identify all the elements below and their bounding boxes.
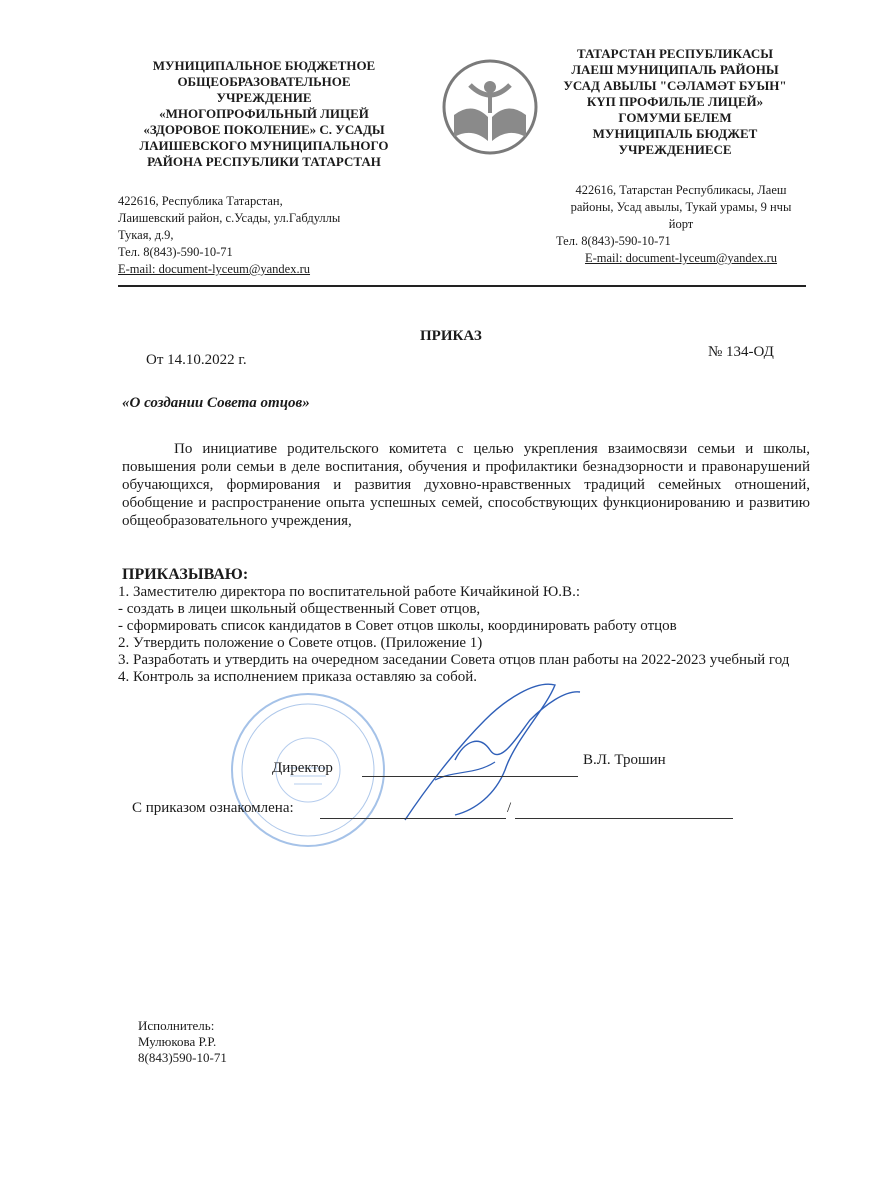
left-address-line: 422616, Республика Татарстан, — [118, 194, 283, 208]
executor-phone: 8(843)590-10-71 — [138, 1050, 227, 1065]
right-address-line: 422616, Татарстан Республикасы, Лаеш — [575, 183, 787, 197]
left-address-block — [118, 193, 418, 278]
right-phone: Тел. 8(843)-590-10-71 — [556, 234, 671, 248]
order-point: 4. Контроль за исполнением приказа оставляю за собой. — [118, 669, 478, 685]
order-point: - создать в лицеи школьный общественный Совет отцов, — [118, 601, 481, 617]
lyceum-logo — [440, 57, 540, 157]
order-date: От 14.10.2022 г. — [146, 352, 247, 368]
left-org-line: МУНИЦИПАЛЬНОЕ БЮДЖЕТНОЕ — [152, 58, 376, 73]
director-name: В.Л. Трошин — [583, 752, 666, 768]
order-points-list — [118, 584, 818, 686]
left-email-link[interactable]: E-mail: document-lyceum@yandex.ru — [118, 262, 311, 276]
executor-block — [138, 1018, 227, 1066]
right-org-line: УСАД АВЫЛЫ "СӘЛАМӘТ БУЫН" — [563, 78, 787, 93]
acknowledgement-line-signature — [320, 818, 506, 819]
header-divider — [118, 285, 806, 287]
left-org-line: ЛАИШЕВСКОГО МУНИЦИПАЛЬНОГО — [139, 138, 389, 153]
left-address-line: Тукая, д.9, — [118, 228, 174, 242]
right-address-line: районы, Усад авылы, Тукай урамы, 9 нчы — [570, 200, 792, 214]
left-org-line: «ЗДОРОВОЕ ПОКОЛЕНИЕ» С. УСАДЫ — [143, 122, 385, 137]
right-address-line: йорт — [668, 217, 694, 231]
right-org-line: УЧРЕЖДЕНИЕСЕ — [618, 142, 732, 157]
right-org-header — [540, 46, 810, 158]
executor-label: Исполнитель: — [138, 1018, 215, 1033]
order-number: № 134-ОД — [708, 344, 774, 360]
right-address-block — [556, 182, 806, 267]
order-subject: «О создании Совета отцов» — [122, 395, 310, 411]
director-signature — [395, 680, 595, 830]
acknowledgement-label: С приказом ознакомлена: — [132, 800, 294, 816]
right-org-line: ТАТАРСТАН РЕСПУБЛИКАСЫ — [577, 46, 773, 61]
acknowledgement-line-name — [515, 818, 733, 819]
right-org-line: МУНИЦИПАЛЬ БЮДЖЕТ — [592, 126, 758, 141]
acknowledgement-separator: / — [507, 800, 512, 816]
director-label: Директор — [272, 760, 333, 776]
right-email-link[interactable]: E-mail: document-lyceum@yandex.ru — [584, 251, 777, 265]
right-org-line: ЛАЕШ МУНИЦИПАЛЬ РАЙОНЫ — [571, 62, 779, 77]
left-org-header — [118, 58, 410, 170]
order-point: 2. Утвердить положение о Совете отцов. (Приложение 1) — [118, 635, 483, 651]
director-signature-line — [362, 776, 578, 777]
order-point: 1. Заместителю директора по воспитательной работе Кичайкиной Ю.В.: — [118, 584, 580, 600]
order-point: - сформировать список кандидатов в Совет отцов школы, координировать работу отцов — [118, 618, 677, 634]
left-org-line: «МНОГОПРОФИЛЬНЫЙ ЛИЦЕЙ — [159, 106, 369, 121]
left-phone: Тел. 8(843)-590-10-71 — [118, 245, 233, 259]
order-point: 3. Разработать и утвердить на очередном заседании Совета отцов план работы на 2022-2023 учебный год — [118, 652, 790, 668]
left-address-line: Лаишевский район, с.Усады, ул.Габдуллы — [118, 211, 341, 225]
executor-name: Мулюкова Р.Р. — [138, 1034, 217, 1049]
order-title: ПРИКАЗ — [420, 328, 482, 344]
order-body-paragraph: По инициативе родительского комитета с целью укрепления взаимосвязи семьи и школы, повышения роли семьи в деле воспитания, обучения и профилактики безнадзорности и правонарушений обучающихся, формирования и развития духовно-нравственных традиций семейных отношений, обобщение и распространение опыта успешных семей, способствующих функционированию и развитию общеобразовательного учреждения, — [122, 441, 810, 529]
right-org-line: КҮП ПРОФИЛЬЛЕ ЛИЦЕЙ» — [586, 94, 764, 109]
right-org-line: ГОМУМИ БЕЛЕМ — [618, 110, 732, 125]
left-org-line: УЧРЕЖДЕНИЕ — [216, 90, 312, 105]
order-command: ПРИКАЗЫВАЮ: — [122, 566, 249, 583]
left-org-line: РАЙОНА РЕСПУБЛИКИ ТАТАРСТАН — [147, 154, 381, 169]
left-org-line: ОБЩЕОБРАЗОВАТЕЛЬНОЕ — [177, 74, 351, 89]
